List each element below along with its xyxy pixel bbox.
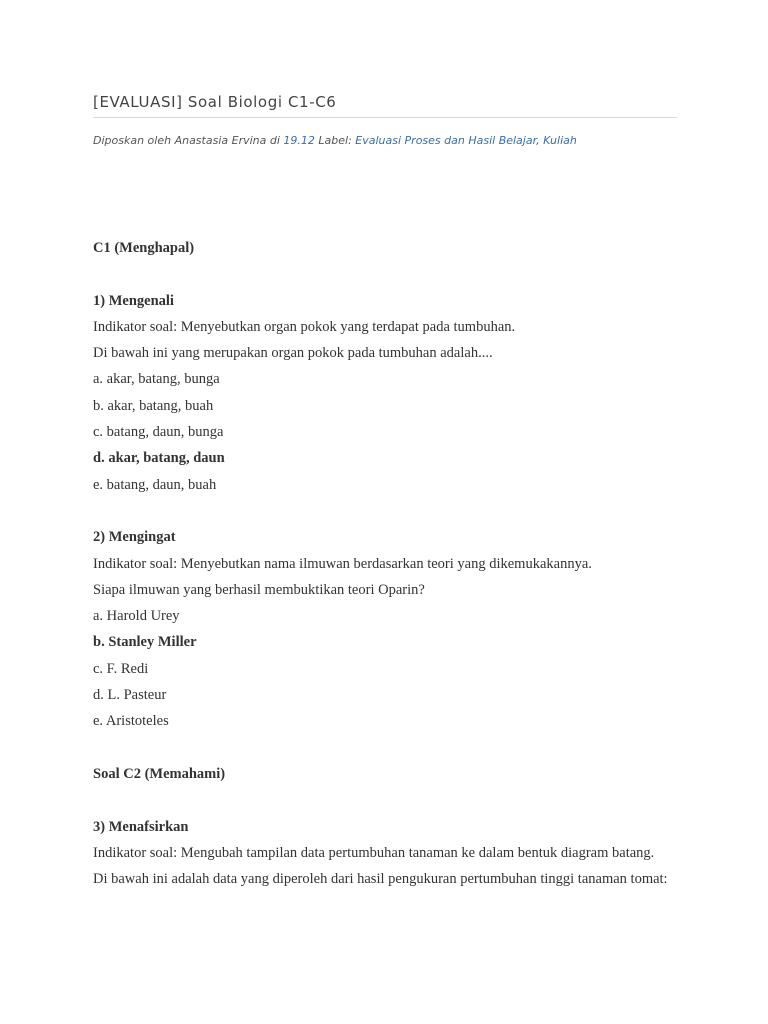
question-2-option-a: a. Harold Urey [93,608,180,625]
question-1-option-c: c. batang, daun, bunga [93,424,224,441]
post-title: [EVALUASI] Soal Biologi C1-C6 [93,93,677,118]
question-1-indicator: Indikator soal: Menyebutkan organ pokok yang terdapat pada tumbuhan. [93,318,516,335]
posted-by-text: Diposkan oleh Anastasia Ervina di [93,134,284,147]
question-1-option-b: b. akar, batang, buah [93,397,214,414]
question-3-indicator: Indikator soal: Mengubah tampilan data pertumbuhan tanaman ke dalam bentuk diagram batang. [93,844,655,861]
label-link-kuliah[interactable]: Kuliah [543,134,577,147]
question-2-heading: 2) Mengingat [93,529,176,546]
question-3-heading: 3) Menafsirkan [93,818,189,835]
question-1-option-a: a. akar, batang, bunga [93,371,220,388]
question-2-option-e: e. Aristoteles [93,713,169,730]
post-time-link[interactable]: 19.12 [283,134,315,147]
question-1-option-d-answer: d. akar, batang, daun [93,450,225,467]
question-3-text: Di bawah ini adalah data yang diperoleh dari hasil pengukuran pertumbuhan tinggi tanaman tomat: [93,871,668,888]
section-heading-c2: Soal C2 (Memahami) [93,765,226,782]
question-2-option-c: c. F. Redi [93,660,149,677]
question-2-text: Siapa ilmuwan yang berhasil membuktikan teori Oparin? [93,581,425,598]
label-link-evaluasi[interactable]: Evaluasi Proses dan Hasil Belajar [355,134,537,147]
label-prefix: Label: [314,134,356,147]
question-2-option-d: d. L. Pasteur [93,687,167,704]
post-meta [93,134,577,147]
question-1-text: Di bawah ini yang merupakan organ pokok pada tumbuhan adalah.... [93,345,493,362]
question-1-heading: 1) Mengenali [93,292,174,309]
question-2-option-b-answer: b. Stanley Miller [93,634,197,651]
post-body [93,235,683,892]
label-separator: , [536,134,544,147]
question-2-indicator: Indikator soal: Menyebutkan nama ilmuwan berdasarkan teori yang dikemukakannya. [93,555,592,572]
question-1-option-e: e. batang, daun, buah [93,476,217,493]
section-heading-c1: C1 (Menghapal) [93,240,195,256]
